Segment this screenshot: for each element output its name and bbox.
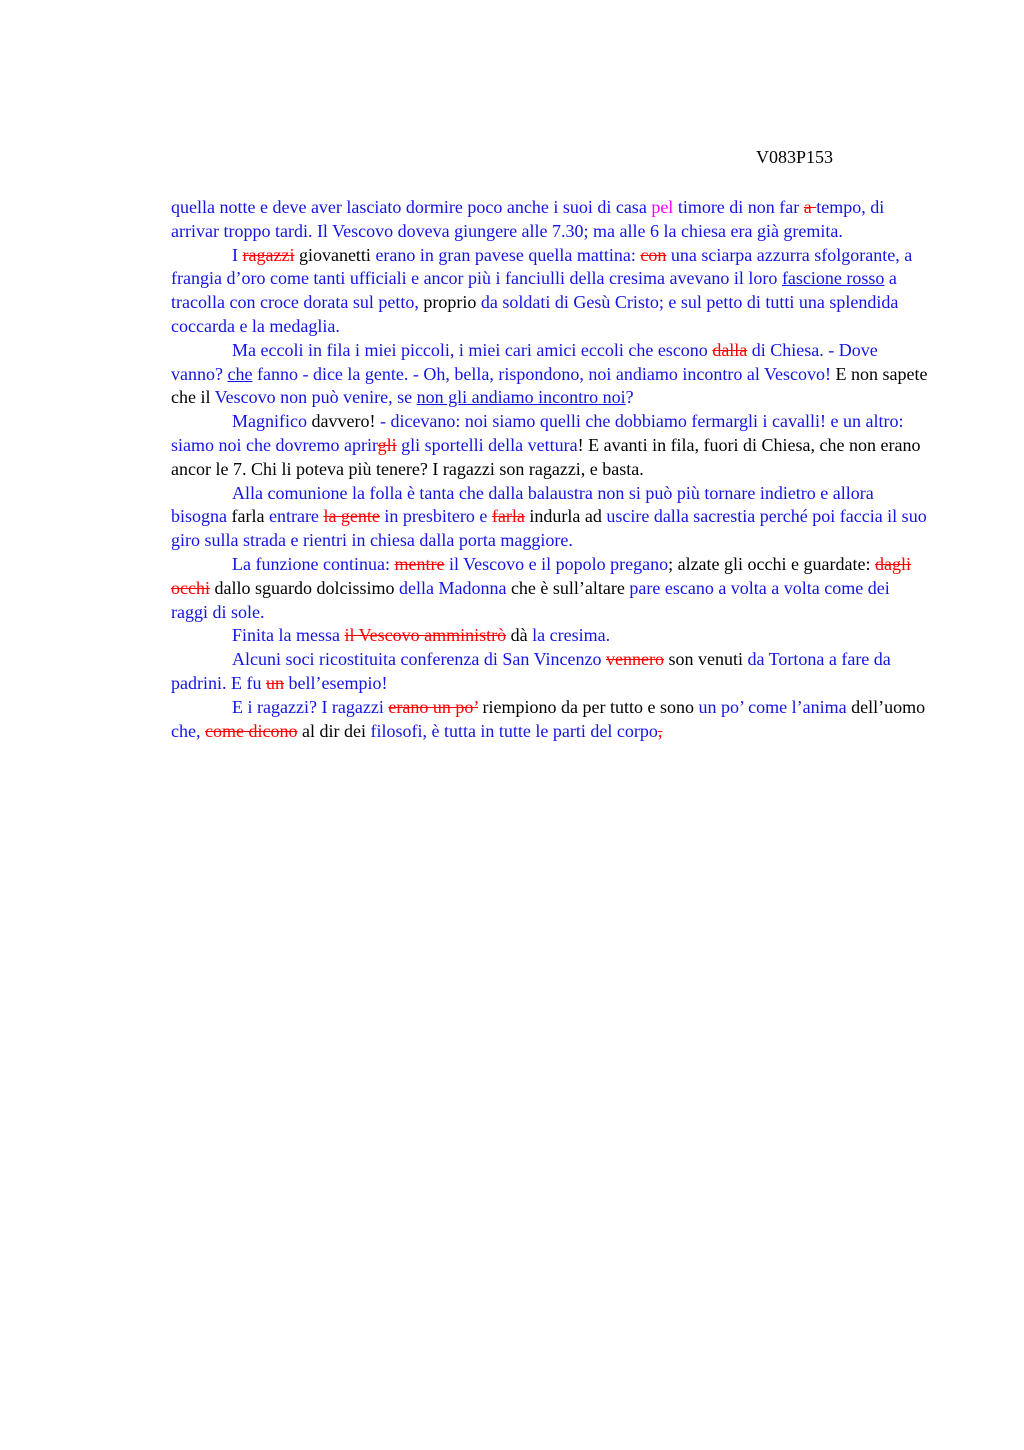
paragraph [171, 339, 931, 410]
original-text: farla [231, 506, 269, 527]
deleted-text: , [657, 720, 663, 741]
original-text: indurla ad [524, 506, 607, 527]
paragraph [171, 696, 931, 744]
inserted-text: filosofi, è tutta in tutte le parti del corpo [370, 720, 658, 741]
original-text: giovanetti [294, 244, 376, 265]
paragraph [171, 624, 931, 648]
deleted-text: farla [491, 506, 525, 527]
inserted-text: Vescovo non può venire, se [214, 387, 417, 408]
inserted-text: una sciarpa azzurra sfolgorante, a frangia d’oro come tanti ufficiali e ancor più i fanciulli della cresima avevano il loro [171, 244, 913, 289]
inserted-text: entrare [268, 506, 324, 527]
inserted-text: bell’esempio! [283, 672, 388, 693]
inserted-text: - dicevano: noi siamo quelli che dobbiamo fermargli i cavalli! e un altro: siamo noi che dovremo aprir [171, 411, 904, 455]
inserted-text: pare escano a volta a volta come dei raggi di sole. [171, 577, 890, 622]
paragraph [171, 553, 931, 624]
inserted-text: Alla comunione la folla è tanta che dalla balaustra non si può più tornare indietro e allora bisogna [171, 482, 874, 527]
inserted-text: gli sportelli della vettura [396, 434, 578, 455]
original-text: riempiono da per tutto e sono [478, 696, 699, 717]
inserted-text: erano in gran pavese quella mattina: [375, 244, 641, 265]
highlighted-text: pel [651, 197, 674, 217]
deleted-text: mentre [394, 553, 445, 574]
inserted-text: fanno - dice la gente. - Oh, bella, rispondono, noi andiamo incontro al Vescovo! [252, 363, 836, 384]
deleted-text: la gente [323, 506, 380, 527]
inserted-text: da soldati di Gesù Cristo; e sul petto di tutti una splendida coccarda e la medaglia. [171, 292, 899, 336]
inserted-text: Ma eccoli in fila i miei piccoli, i miei cari amici eccoli che escono [232, 339, 713, 360]
original-text: son venuti [663, 649, 748, 670]
deleted-text: dagli occhi [171, 553, 911, 598]
inserted-text: ? [625, 387, 634, 408]
original-text: proprio [423, 292, 481, 313]
inserted-text: uscire dalla sacrestia perché poi faccia il suo giro sulla strada e rientri in chiesa dalla porta maggiore. [171, 506, 927, 551]
inserted-text: della Madonna [398, 577, 511, 598]
inserted-text: che, [171, 720, 205, 741]
page-identifier: V083P153 [756, 147, 834, 167]
inserted-text: tempo, di arrivar troppo tardi. Il Vescovo doveva giungere alle 7.30; ma alle 6 la chiesa era già gremita. [171, 197, 885, 241]
deleted-text: il Vescovo amministrò [344, 625, 507, 646]
inserted-text: la cresima. [532, 625, 611, 646]
deleted-text: come dicono [204, 720, 298, 741]
inserted-text: Finita la messa [232, 625, 345, 646]
inserted-text: a tracolla con croce dorata sul petto, [171, 268, 897, 313]
inserted-text: il Vescovo e il popolo pregano [444, 553, 669, 574]
original-text: dell’uomo [851, 696, 926, 717]
inserted-text: E i ragazzi? I ragazzi [232, 696, 389, 717]
paragraph [171, 244, 931, 339]
original-text: al dir dei [297, 720, 371, 741]
deleted-text: erano un po’ [388, 696, 479, 717]
underlined-text: che [227, 363, 253, 384]
deleted-text: con [640, 244, 667, 265]
paragraph [171, 410, 931, 481]
deleted-text: un [265, 672, 284, 693]
original-text: davvero! [311, 411, 380, 432]
paragraph [171, 482, 931, 553]
inserted-text: I [232, 244, 243, 265]
original-text: ! E avanti in fila, fuori di Chiesa, che non erano ancor le 7. Chi li poteva più tenere? I ragazzi son ragazzi, e basta. [171, 434, 921, 479]
deleted-text: a [803, 197, 817, 217]
manuscript-transcription [171, 196, 931, 743]
original-text: dallo sguardo dolcissimo [209, 577, 399, 598]
deleted-text: gli [377, 434, 397, 455]
inserted-text: in presbitero e [379, 506, 492, 527]
deleted-text: ragazzi [242, 244, 295, 265]
original-text: che è sull’altare [510, 577, 630, 598]
inserted-text: quella notte e deve aver lasciato dormire poco anche i suoi di casa [171, 197, 652, 217]
inserted-text: Magnifico [232, 411, 312, 432]
underlined-text: fascione rosso [781, 268, 885, 289]
paragraph [171, 196, 931, 244]
inserted-text: un po’ come l’anima [698, 696, 852, 717]
deleted-text: dalla [712, 339, 748, 360]
original-text: E non sapete che il [171, 363, 928, 408]
underlined-text: non gli andiamo incontro noi [416, 387, 626, 408]
paragraph [171, 648, 931, 696]
inserted-text: timore di non far [673, 197, 804, 217]
inserted-text: di Chiesa. - Dove vanno? [171, 339, 878, 384]
original-text: dà [506, 625, 533, 646]
inserted-text: La funzione continua: [232, 553, 395, 574]
inserted-text: Alcuni soci ricostituita conferenza di San Vincenzo [232, 649, 606, 670]
deleted-text: vennero [605, 649, 664, 670]
inserted-text: da Tortona a fare da padrini. E fu [171, 649, 891, 693]
original-text: ; alzate gli occhi e guardate: [668, 553, 875, 574]
